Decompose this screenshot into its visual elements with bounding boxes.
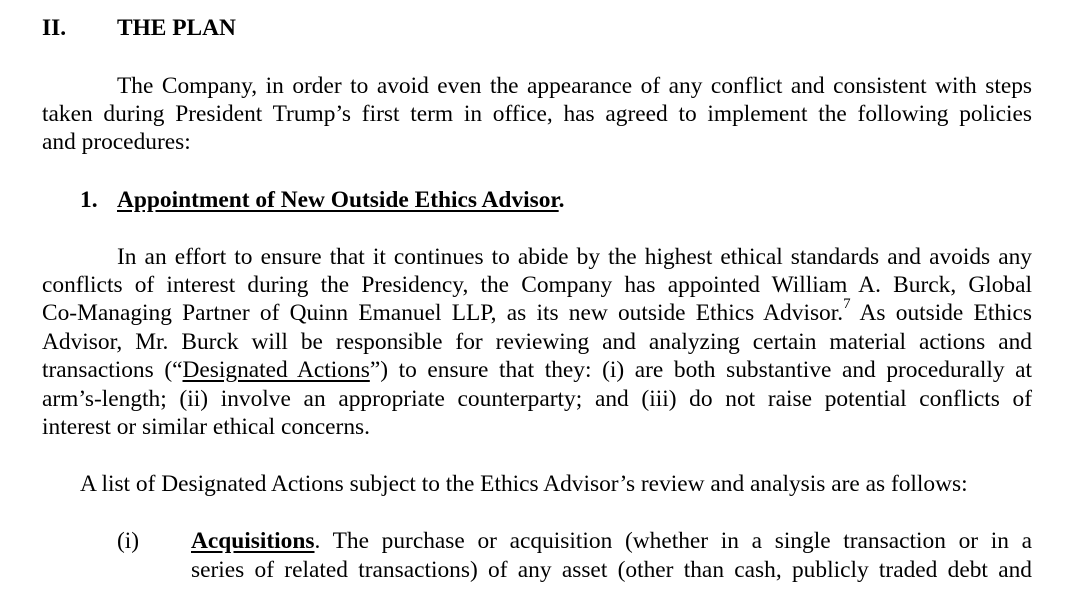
list-intro: A list of Designated Actions subject to the Ethics Advisor’s review and analysis are as follows: — [80, 471, 968, 497]
section-number: II. — [42, 15, 67, 41]
footnote-reference[interactable]: 7 — [843, 296, 851, 313]
subsection-number: 1. — [80, 187, 98, 213]
paragraph-line — [42, 356, 1032, 385]
paragraph-line: conflicts of interest during the Presidency, the Company has appointed William A. Burck, Global — [42, 272, 1032, 298]
list-item-heading: Acquisitions — [191, 528, 315, 554]
paragraph-text: ”) to ensure that they: (i) are both substantive and procedurally at — [369, 357, 1032, 383]
paragraph-text: Co-Managing Partner of Quinn Emanuel LLP, as its new outside Ethics Advisor. — [42, 300, 844, 326]
paragraph-line: The Company, in order to avoid even the appearance of any conflict and consistent with steps — [117, 73, 1032, 99]
subsection-title-wrap — [117, 186, 565, 215]
paragraph-line: arm’s-length; (ii) involve an appropriate counterparty; and (iii) do not raise potential conflicts of — [42, 386, 1032, 412]
paragraph-line: Advisor, Mr. Burck will be responsible for reviewing and analyzing certain material actions and — [42, 329, 1032, 355]
list-item-text: The purchase or acquisition (whether in a single transaction or in a — [320, 528, 1032, 554]
list-marker: (i) — [117, 528, 140, 554]
list-item-line: series of related transactions) of any asset (other than cash, publicly traded debt and — [191, 557, 1032, 583]
section-title: THE PLAN — [117, 15, 236, 41]
paragraph-line: taken during President Trump’s first term in office, has agreed to implement the following policies — [42, 101, 1032, 127]
subsection-title: Appointment of New Outside Ethics Advisor — [117, 187, 559, 213]
list-item-heading-period: . — [314, 528, 321, 554]
paragraph-line: and procedures: — [42, 129, 191, 155]
list-item-line — [191, 527, 1032, 556]
paragraph-line — [42, 296, 1033, 328]
paragraph-text: transactions (“ — [42, 357, 183, 383]
paragraph-text: As outside Ethics — [850, 300, 1033, 326]
subsection-title-period: . — [558, 187, 565, 213]
paragraph-line: interest or similar ethical concerns. — [42, 414, 370, 440]
paragraph-line: In an effort to ensure that it continues to abide by the highest ethical standards and avoids any — [117, 244, 1032, 270]
defined-term: Designated Actions — [182, 357, 370, 383]
